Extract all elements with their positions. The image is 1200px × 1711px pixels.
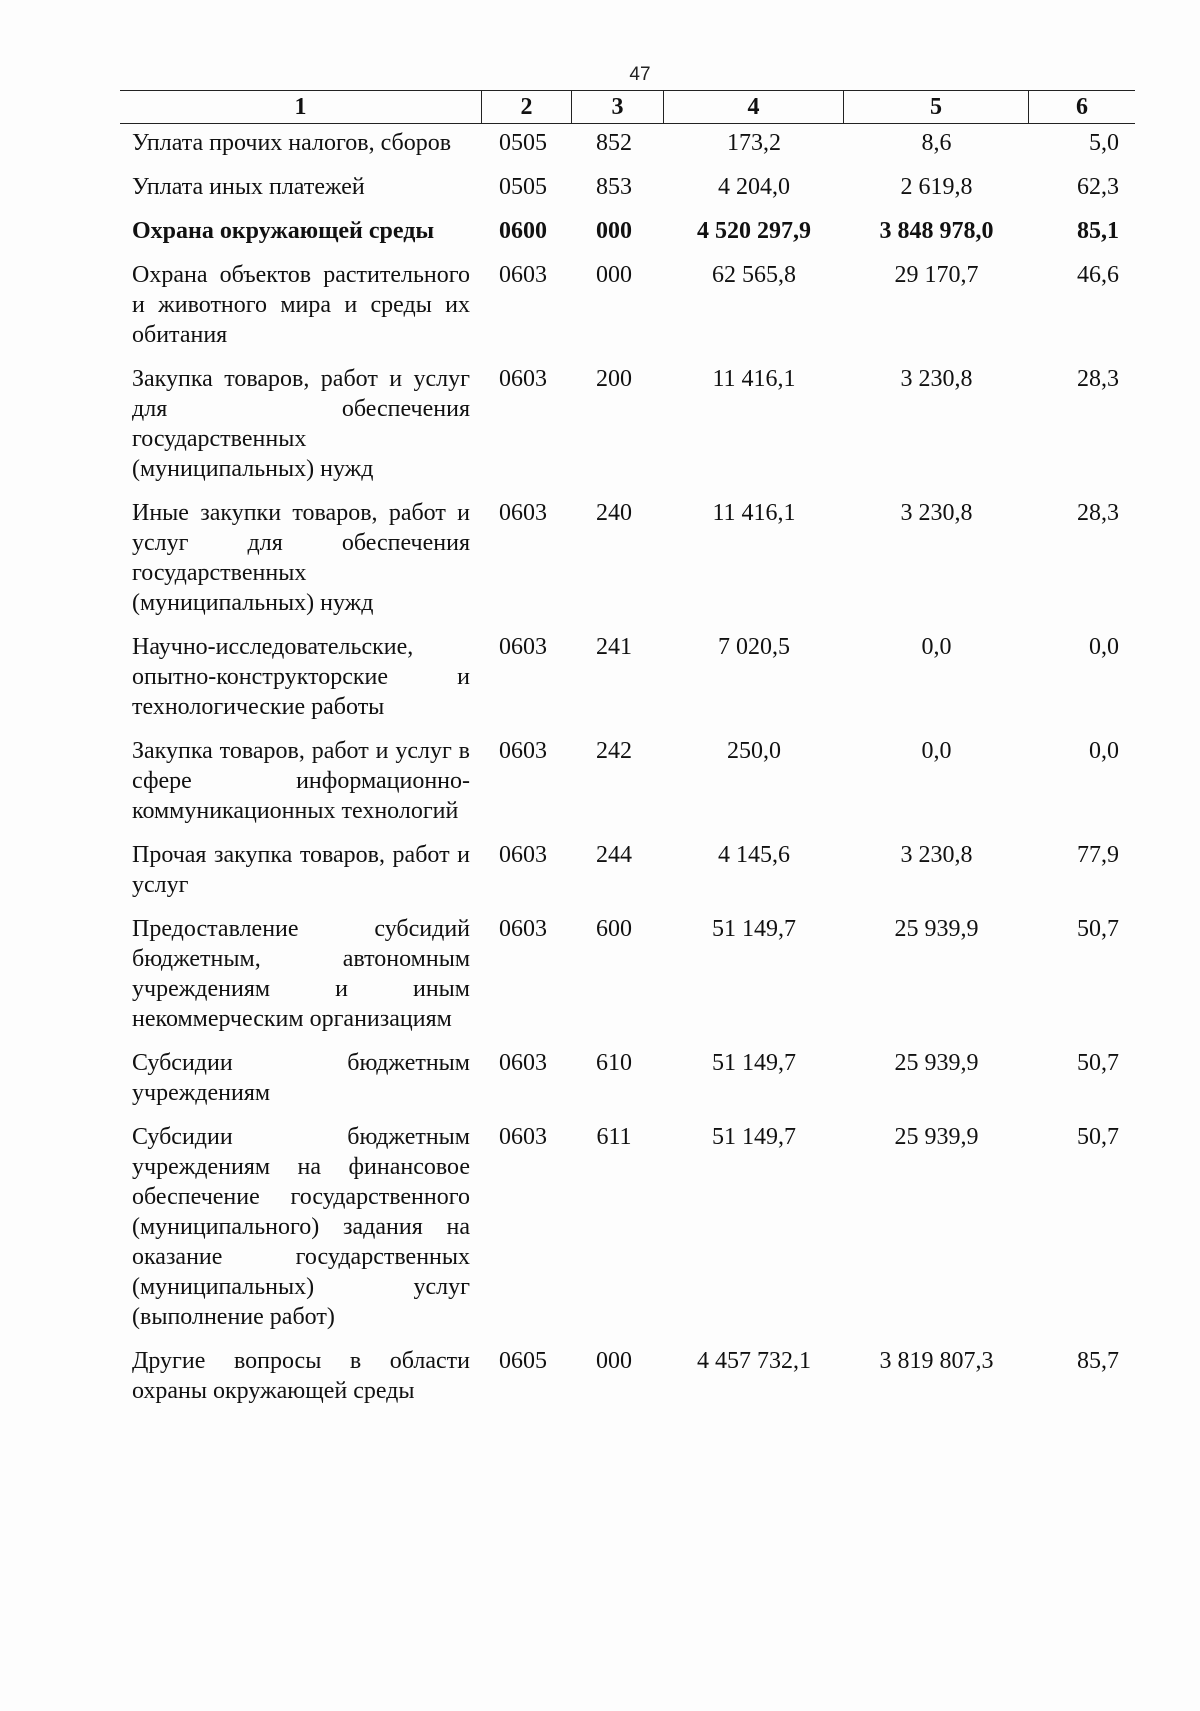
column-header-4: 4	[664, 91, 844, 123]
row-fact-value: 2 619,8	[900, 174, 973, 200]
row-fact-value: 29 170,7	[894, 262, 979, 288]
row-percent-value: 85,7	[1077, 1348, 1119, 1374]
row-plan-value: 4 204,0	[718, 174, 790, 200]
row-percent-value: 77,9	[1077, 842, 1119, 868]
row-plan-value: 51 149,7	[712, 1124, 796, 1150]
row-section-code: 0603	[499, 634, 547, 660]
budget-table	[120, 90, 1135, 1420]
row-plan-value: 11 416,1	[712, 366, 796, 392]
row-plan-value: 173,2	[727, 130, 781, 156]
row-name-cell: Закупка товаров, работ и услуг в сфере информационно-коммуникационных технологий	[132, 738, 470, 824]
row-name-cell: Предоставление субсидий бюджетным, автономным учреждениям и иным некоммерческим организациям	[132, 916, 470, 1032]
page-number: 47	[629, 64, 651, 85]
row-plan-value: 250,0	[727, 738, 781, 764]
row-section-code: 0603	[499, 366, 547, 392]
row-name-cell: Научно-исследовательские, опытно-конструкторские и технологические работы	[132, 634, 470, 720]
row-section-code: 0505	[499, 174, 547, 200]
row-fact-value: 3 230,8	[900, 366, 973, 392]
row-plan-value: 4 520 297,9	[697, 218, 811, 244]
row-fact-value: 3 230,8	[900, 842, 973, 868]
row-fact-value: 0,0	[921, 634, 952, 660]
row-name-cell: Другие вопросы в области охраны окружающей среды	[132, 1348, 470, 1404]
table-row	[120, 124, 1135, 158]
row-percent-value: 50,7	[1077, 1124, 1119, 1150]
column-header-3: 3	[572, 91, 664, 123]
row-fact-value: 25 939,9	[894, 1124, 979, 1150]
row-type-code: 240	[596, 500, 632, 526]
row-section-code: 0505	[499, 130, 547, 156]
row-fact-value: 25 939,9	[894, 916, 979, 942]
row-section-code: 0600	[499, 218, 547, 244]
row-type-code: 600	[596, 916, 632, 942]
table-row	[120, 498, 1135, 618]
table-row	[120, 260, 1135, 350]
row-plan-value: 4 457 732,1	[697, 1348, 811, 1374]
row-section-code: 0603	[499, 262, 547, 288]
row-fact-value: 3 230,8	[900, 500, 973, 526]
row-section-code: 0603	[499, 500, 547, 526]
column-header-6: 6	[1076, 94, 1088, 120]
row-fact-value: 8,6	[921, 130, 952, 156]
row-section-code: 0603	[499, 1124, 547, 1150]
row-fact-value: 0,0	[921, 738, 952, 764]
row-name-cell: Субсидии бюджетным учреждениям	[132, 1050, 470, 1106]
row-percent-value: 46,6	[1077, 262, 1119, 288]
row-percent-value: 50,7	[1077, 1050, 1119, 1076]
row-type-code: 244	[596, 842, 632, 868]
table-row	[120, 1346, 1135, 1406]
row-section-code: 0603	[499, 916, 547, 942]
row-plan-value: 4 145,6	[718, 842, 790, 868]
row-type-code: 000	[596, 262, 632, 288]
row-percent-value: 28,3	[1077, 500, 1119, 526]
table-row	[120, 172, 1135, 202]
row-type-code: 200	[596, 366, 632, 392]
row-plan-value: 62 565,8	[712, 262, 796, 288]
row-type-code: 242	[596, 738, 632, 764]
row-plan-value: 51 149,7	[712, 1050, 796, 1076]
row-plan-value: 11 416,1	[712, 500, 796, 526]
row-percent-value: 0,0	[1089, 634, 1119, 660]
table-row	[120, 632, 1135, 722]
row-fact-value: 3 848 978,0	[879, 218, 994, 244]
row-name-cell: Охрана объектов растительного и животного мира и среды их обитания	[132, 262, 470, 348]
row-name-cell: Прочая закупка товаров, работ и услуг	[132, 842, 470, 898]
row-percent-value: 5,0	[1089, 130, 1119, 156]
row-name-cell: Субсидии бюджетным учреждениям на финансовое обеспечение государственного (муниципального) задания на оказание государственных (муниципальных) услуг (выполнение работ)	[132, 1124, 470, 1330]
row-fact-value: 25 939,9	[894, 1050, 979, 1076]
table-row	[120, 1122, 1135, 1332]
table-row	[120, 840, 1135, 900]
row-section-code: 0605	[499, 1348, 547, 1374]
table-row	[120, 736, 1135, 826]
row-type-code: 852	[596, 130, 632, 156]
column-header-5: 5	[844, 91, 1029, 123]
row-type-code: 611	[596, 1124, 632, 1150]
table-row	[120, 364, 1135, 484]
row-name-cell: Закупка товаров, работ и услуг для обеспечения государственных (муниципальных) нужд	[132, 366, 470, 482]
row-section-code: 0603	[499, 1050, 547, 1076]
row-percent-value: 85,1	[1077, 218, 1119, 244]
row-section-code: 0603	[499, 842, 547, 868]
row-percent-value: 50,7	[1077, 916, 1119, 942]
table-header	[120, 90, 1135, 124]
row-type-code: 610	[596, 1050, 632, 1076]
row-type-code: 853	[596, 174, 632, 200]
row-plan-value: 7 020,5	[718, 634, 790, 660]
row-name-cell: Охрана окружающей среды	[132, 218, 435, 244]
row-section-code: 0603	[499, 738, 547, 764]
row-plan-value: 51 149,7	[712, 916, 796, 942]
table-body	[120, 124, 1135, 1406]
row-name-cell: Уплата прочих налогов, сборов	[132, 130, 452, 156]
row-type-code: 000	[596, 1348, 632, 1374]
column-header-1: 1	[120, 91, 482, 123]
row-type-code: 241	[596, 634, 632, 660]
table-row	[120, 216, 1135, 246]
column-header-2: 2	[482, 91, 572, 123]
row-type-code: 000	[596, 218, 632, 244]
table-row	[120, 914, 1135, 1034]
row-percent-value: 62,3	[1077, 174, 1119, 200]
row-percent-value: 0,0	[1089, 738, 1119, 764]
row-percent-value: 28,3	[1077, 366, 1119, 392]
row-name-cell: Уплата иных платежей	[132, 174, 365, 200]
row-fact-value: 3 819 807,3	[879, 1348, 994, 1374]
table-row	[120, 1048, 1135, 1108]
row-name-cell: Иные закупки товаров, работ и услуг для обеспечения государственных (муниципальных) нужд	[132, 500, 470, 616]
